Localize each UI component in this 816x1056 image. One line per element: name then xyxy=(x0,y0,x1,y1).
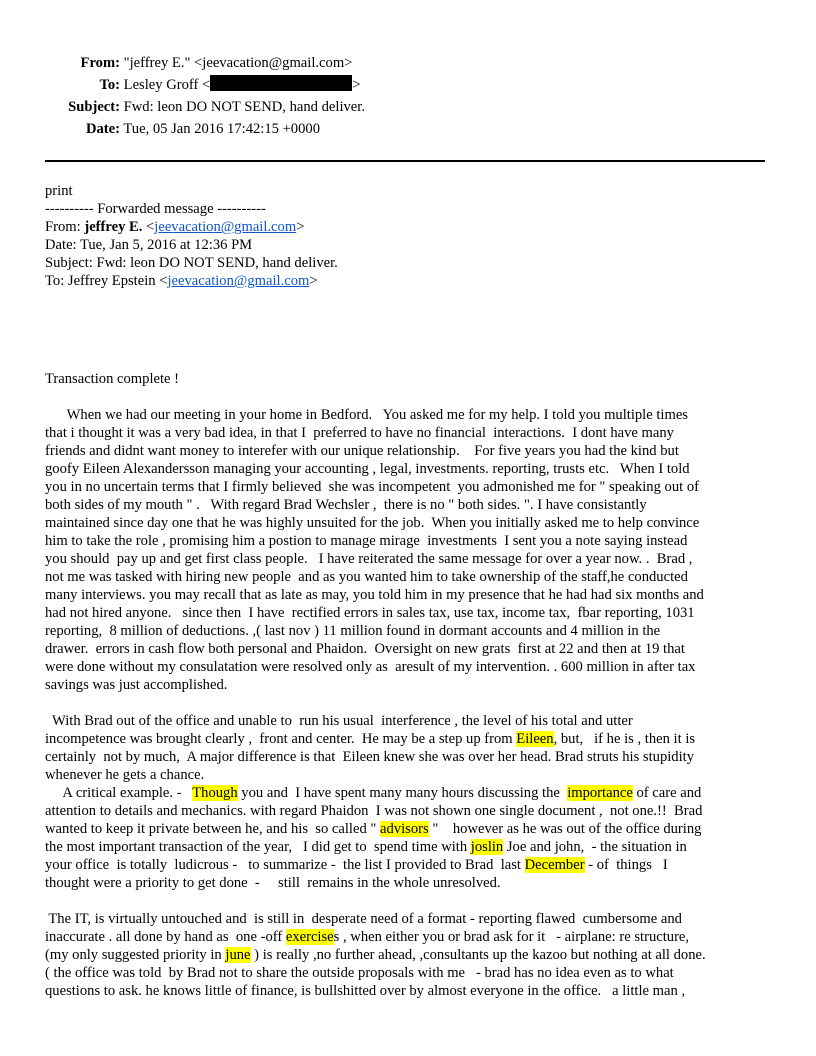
forward-to-email-link[interactable]: jeevacation@gmail.com xyxy=(167,273,310,289)
forward-subject-line: Subject: Fwd: leon DO NOT SEND, hand deliver. xyxy=(45,255,338,271)
header-from-row xyxy=(0,52,816,74)
paragraph-line: attention to details and mechanics. with regard Phaidon I was not shown one single document , not one.!! Brad xyxy=(45,803,703,819)
highlight-importance: importance xyxy=(567,785,633,801)
paragraph-line xyxy=(45,856,770,874)
paragraph-line: had not hired anyone. since then I have rectified errors in sales tax, use tax, income tax, fbar reporting, 1031 xyxy=(45,605,695,621)
highlight-advisors: advisors xyxy=(380,821,429,837)
email-header xyxy=(0,52,816,140)
highlight-exercise: exercise xyxy=(285,929,334,945)
forward-to-prefix: To: Jeffrey Epstein < xyxy=(45,273,168,289)
highlight-june: june xyxy=(225,947,251,963)
paragraph-line: him to take the role , promising him a postion to manage mirage investments I sent you a note saying instead xyxy=(45,533,688,549)
text-run: s , when either you or brad ask for it - airplane: re structure, xyxy=(333,929,690,945)
header-date-row xyxy=(0,118,816,140)
text-run: , but, if he is , then it is xyxy=(553,731,696,747)
date-value: Tue, 05 Jan 2016 17:42:15 +0000 xyxy=(123,121,320,137)
from-label: From: xyxy=(80,55,120,71)
date-label: Date: xyxy=(85,121,120,137)
forward-to-line xyxy=(45,272,770,290)
forward-from-email-link[interactable]: jeevacation@gmail.com xyxy=(154,219,297,235)
paragraph-line: whenever he gets a chance. xyxy=(45,767,205,783)
email-body xyxy=(45,182,770,1000)
paragraph-line: savings was just accomplished. xyxy=(45,677,228,693)
paragraph-line: thought were a priority to get done - still remains in the whole unresolved. xyxy=(45,875,501,891)
paragraph-line: ( the office was told by Brad not to share the outside proposals with me - brad has no idea even as to what xyxy=(45,965,674,981)
to-name: Lesley Groff < xyxy=(123,77,211,93)
text-run: your office is totally ludicrous - to summarize - the list I provided to Brad last xyxy=(45,857,525,873)
text-run: wanted to keep it private between he, and his so called " xyxy=(45,821,381,837)
paragraph-3 xyxy=(45,784,770,892)
paragraph-4 xyxy=(45,910,770,1000)
text-run: incompetence was brought clearly , front and center. He may be a step up from xyxy=(45,731,517,747)
paragraph-line: both sides of my mouth " . With regard Brad Wechsler , there is no " both sides. ". I have consistantly xyxy=(45,497,647,513)
subject-label: Subject: xyxy=(68,99,120,115)
paragraph-line: The IT, is virtually untouched and is still in desperate need of a format - reporting flawed cumbersome and xyxy=(45,911,682,927)
text-run: ) is really ,no further ahead, ,consultants up the kazoo but nothing at all done. xyxy=(250,947,706,963)
paragraph-line xyxy=(45,784,770,802)
paragraph-line: reporting, 8 million of deductions. ,( last nov ) 11 million found in dormant accounts and 4 million in the xyxy=(45,623,661,639)
forward-lt: < xyxy=(142,219,155,235)
highlight-joslin: joslin xyxy=(470,839,504,855)
from-value: "jeffrey E." <jeevacation@gmail.com> xyxy=(123,55,353,71)
paragraph-line: you should pay up and get first class people. I have reiterated the same message for over a year now. . Brad , xyxy=(45,551,693,567)
text-run: the most important transaction of the year, I did get to spend time with xyxy=(45,839,471,855)
highlight-eileen: Eileen xyxy=(516,731,554,747)
forward-to-gt: > xyxy=(309,273,318,289)
forward-gt: > xyxy=(296,219,305,235)
paragraph-1 xyxy=(45,406,770,694)
text-run: " however as he was out of the office during xyxy=(428,821,702,837)
paragraph-line: goofy Eileen Alexandersson managing your accounting , legal, investments. reporting, trusts etc. When I told xyxy=(45,461,690,477)
paragraph-line: friends and didnt want money to interefer with our unique relationship. For five years you had the kind but xyxy=(45,443,679,459)
text-run: (my only suggested priority in xyxy=(45,947,226,963)
paragraph-line xyxy=(45,820,770,838)
text-run: A critical example. - xyxy=(45,785,193,801)
subject-value: Fwd: leon DO NOT SEND, hand deliver. xyxy=(123,99,365,115)
paragraph-line: questions to ask. he knows little of finance, is bullshitted over by almost everyone in the office. a little man , xyxy=(45,983,686,999)
forward-date-line: Date: Tue, Jan 5, 2016 at 12:36 PM xyxy=(45,237,253,253)
highlight-december: December xyxy=(524,857,585,873)
header-subject-row xyxy=(0,96,816,118)
paragraph-line: you in no uncertain terms that I firmly believed she was incompetent you admonished me for " speaking out of xyxy=(45,479,700,495)
paragraph-line: were done without my consulatation were resolved only as aresult of my intervention. . 600 million in after tax xyxy=(45,659,696,675)
forward-from-line xyxy=(45,218,770,236)
paragraph-line: drawer. errors in cash flow both personal and Phaidon. Oversight on new grats first at 22 and then at 19 that xyxy=(45,641,685,657)
highlight-though: Though xyxy=(192,785,238,801)
text-run: - of things I xyxy=(584,857,668,873)
paragraph-line xyxy=(45,928,770,946)
header-to-row xyxy=(0,74,816,96)
redaction-block xyxy=(210,75,352,91)
forward-separator: ---------- Forwarded message ---------- xyxy=(45,201,266,217)
text-run: you and I have spent many many hours discussing the xyxy=(237,785,568,801)
paragraph-line: not me was tasked with hiring new people and as you wanted him to take ownership of the staff,he conducted xyxy=(45,569,688,585)
text-run: of care and xyxy=(632,785,702,801)
forward-from-name: jeffrey E. xyxy=(84,219,143,235)
paragraph-line: With Brad out of the office and unable to run his usual interference , the level of his total and utter xyxy=(45,713,633,729)
paragraph-line xyxy=(45,946,770,964)
forward-from-prefix: From: xyxy=(45,219,85,235)
paragraph-line xyxy=(45,838,770,856)
paragraph-line: that i thought it was a very bad idea, in that I preferred to have no financial interactions. I dont have many xyxy=(45,425,674,441)
to-label: To: xyxy=(99,77,120,93)
paragraph-line: When we had our meeting in your home in Bedford. You asked me for my help. I told you multiple times xyxy=(45,407,688,423)
print-text: print xyxy=(45,183,73,199)
header-divider xyxy=(45,160,765,162)
text-run: inaccurate . all done by hand as one -off xyxy=(45,929,286,945)
transaction-line: Transaction complete ! xyxy=(45,371,180,387)
text-run: Joe and john, - the situation in xyxy=(503,839,687,855)
to-close: > xyxy=(352,77,361,93)
paragraph-line: maintained since day one that he was highly unsuited for the job. When you initially asked me to help convince xyxy=(45,515,700,531)
paragraph-2 xyxy=(45,712,770,784)
paragraph-line: many interviews. you may recall that as late as may, you told him in my presence that he had had six months and xyxy=(45,587,704,603)
paragraph-line: certainly not by much, A major difference is that Eileen knew she was over her head. Brad struts his stupidity xyxy=(45,749,694,765)
paragraph-line xyxy=(45,730,770,748)
